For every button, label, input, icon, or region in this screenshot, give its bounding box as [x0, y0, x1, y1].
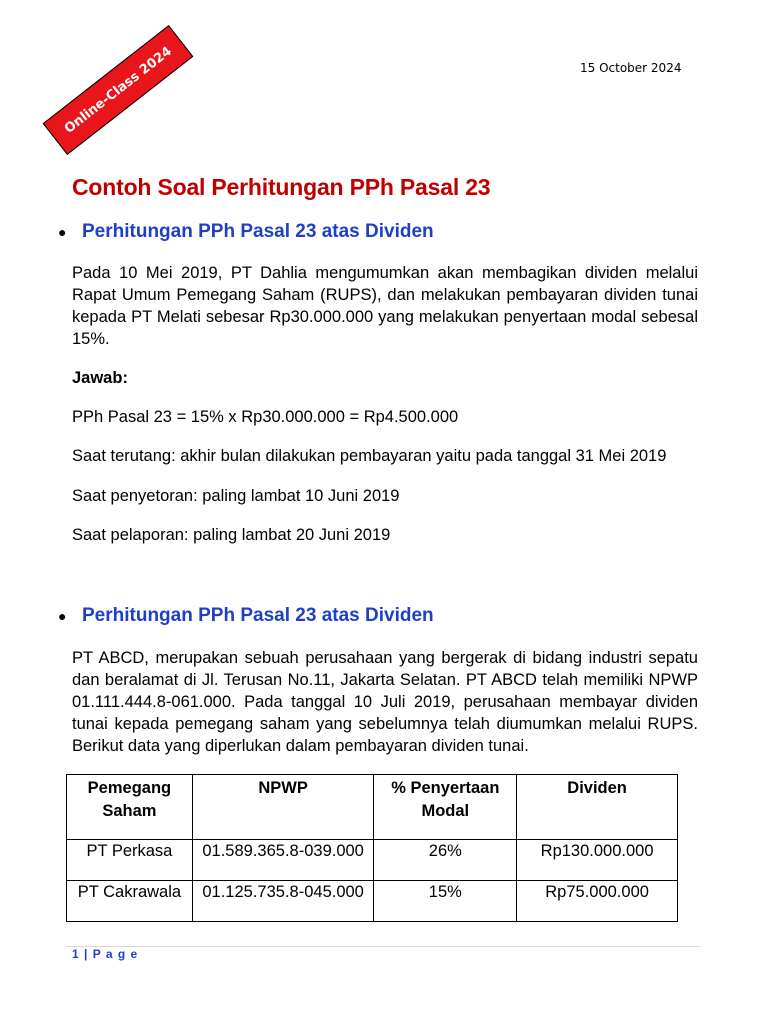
answer-line-3: Saat penyetoran: paling lambat 10 Juni 2019 — [72, 487, 400, 505]
table-cell: Rp75.000.000 — [517, 881, 678, 922]
page-label: P a g e — [92, 947, 139, 961]
footer-divider — [66, 946, 700, 947]
table-cell: Rp130.000.000 — [517, 840, 678, 881]
table-cell: 01.125.735.8-045.000 — [192, 881, 374, 922]
section2-paragraph: PT ABCD, merupakan sebuah perusahaan yang bergerak di bidang industri sepatu dan beralamat di Jl. Terusan No.11, Jakarta Selatan. PT ABCD telah memiliki NPWP 01.111.444.8-061.000. Pada tanggal 10 Juli 2019, perusahaan membayar dividen tunai kepada pemegang saham yang sebelumnya telah diumumkan melalui RUPS. Berikut data yang diperlukan dalam pembayaran dividen tunai. — [72, 649, 698, 755]
page-number: 1 — [72, 947, 80, 961]
table-header-pemegang-saham: Pemegang Saham — [67, 775, 193, 840]
dividend-table — [66, 774, 678, 922]
table-cell: 01.589.365.8-039.000 — [192, 840, 374, 881]
bullet-icon: ● — [58, 224, 67, 240]
answer-line-1: PPh Pasal 23 = 15% x Rp30.000.000 = Rp4.500.000 — [72, 408, 459, 426]
table-row — [67, 840, 678, 881]
table-cell: 15% — [374, 881, 517, 922]
section-heading-1 — [58, 221, 434, 243]
answer-label: Jawab: — [72, 369, 128, 387]
answer-line-2: Saat terutang: akhir bulan dilakukan pembayaran yaitu pada tanggal 31 Mei 2019 — [72, 447, 667, 465]
footer-separator: | — [84, 947, 89, 961]
section-heading-1-text: Perhitungan PPh Pasal 23 atas Dividen — [82, 221, 434, 242]
stamp-text: Online-Class 2024 — [61, 43, 175, 137]
section-heading-2 — [58, 605, 434, 627]
table-row — [67, 881, 678, 922]
table-cell: 26% — [374, 840, 517, 881]
table-cell: PT Cakrawala — [67, 881, 193, 922]
bullet-icon: ● — [58, 608, 67, 624]
table-header-dividen: Dividen — [517, 775, 678, 840]
table-header-npwp: NPWP — [192, 775, 374, 840]
table-header-penyertaan-modal: % Penyertaan Modal — [374, 775, 517, 840]
answer-line-4: Saat pelaporan: paling lambat 20 Juni 2019 — [72, 526, 391, 544]
section-heading-2-text: Perhitungan PPh Pasal 23 atas Dividen — [82, 605, 434, 626]
section1-paragraph: Pada 10 Mei 2019, PT Dahlia mengumumkan akan membagikan dividen melalui Rapat Umum Pemegang Saham (RUPS), dan melakukan pembayaran dividen tunai kepada PT Melati sebesar Rp30.000.000 yang melakukan penyertaan modal sebesal 15%. — [72, 264, 698, 348]
table-header-row — [67, 775, 678, 840]
online-class-stamp — [43, 25, 194, 155]
page-footer — [72, 947, 138, 961]
table-cell: PT Perkasa — [67, 840, 193, 881]
document-date: 15 October 2024 — [580, 61, 682, 75]
page-title: Contoh Soal Perhitungan PPh Pasal 23 — [72, 174, 491, 200]
